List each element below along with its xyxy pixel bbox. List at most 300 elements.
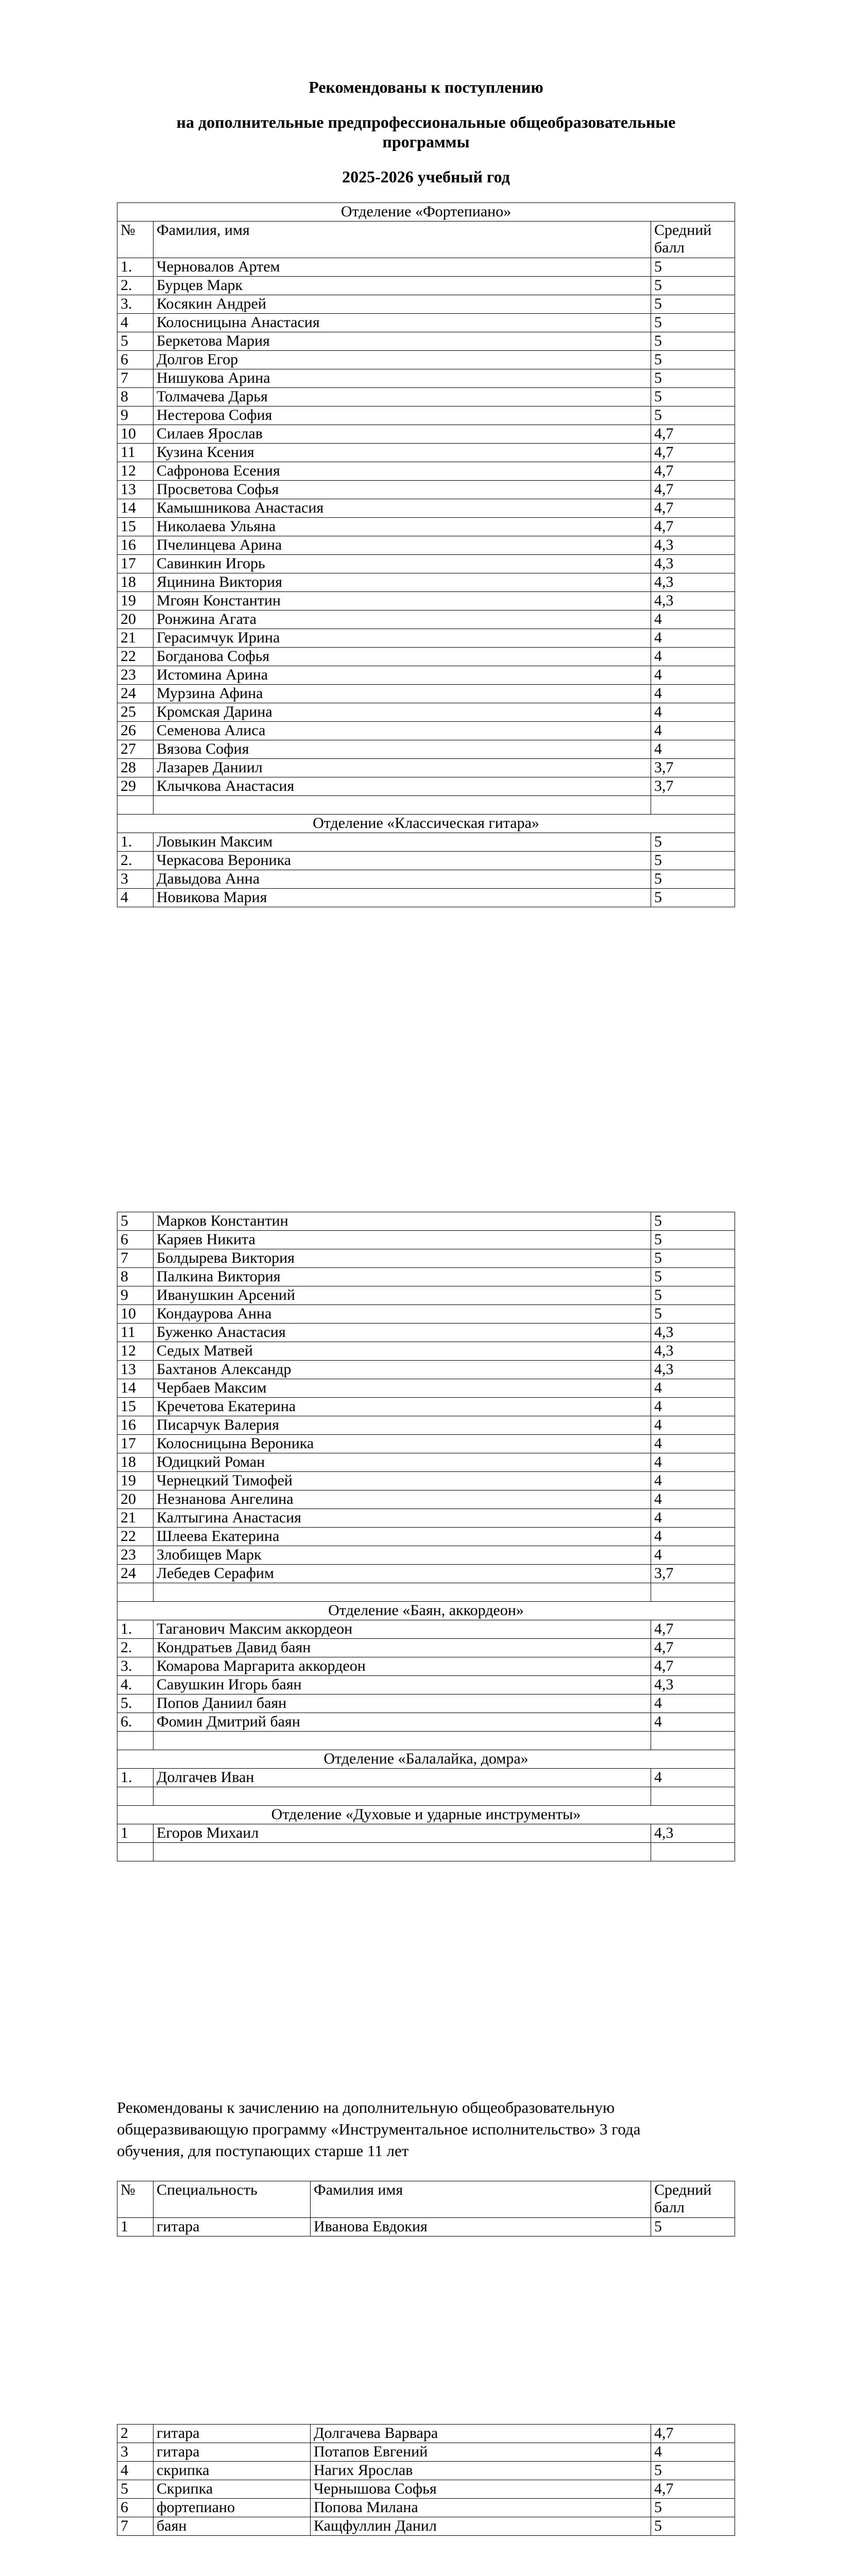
table-cell: Потапов Евгений — [311, 2443, 651, 2462]
table-cell: 21 — [117, 1509, 154, 1528]
table-cell: 3,7 — [651, 1565, 735, 1583]
table-cell: Отделение «Классическая гитара» — [117, 815, 735, 833]
table-row — [117, 1361, 735, 1379]
table-cell: 5 — [651, 369, 735, 388]
table-cell: 4 — [651, 685, 735, 703]
table-cell: 5 — [117, 2480, 154, 2499]
table-cell: 5 — [651, 406, 735, 425]
table-cell: 4 — [651, 1416, 735, 1435]
table-cell: 11 — [117, 1324, 154, 1342]
table-cell: 4,7 — [651, 444, 735, 462]
table-cell: Каряев Никита — [154, 1231, 651, 1249]
table-cell: 1. — [117, 1620, 154, 1639]
table-cell: 4,7 — [651, 518, 735, 536]
table-row — [117, 833, 735, 852]
table-cell: 11 — [117, 444, 154, 462]
table-cell: Иванова Евдокия — [311, 2218, 651, 2236]
table-row — [117, 332, 735, 351]
table-cell: 16 — [117, 536, 154, 555]
table-cell: Комарова Маргарита аккордеон — [154, 1657, 651, 1676]
table-cell: 25 — [117, 703, 154, 722]
table-cell — [651, 796, 735, 815]
table-cell: 5 — [651, 295, 735, 314]
table-cell: 4 — [651, 1453, 735, 1472]
table-row — [117, 1657, 735, 1676]
table-row — [117, 1713, 735, 1732]
table-cell: Болдырева Виктория — [154, 1249, 651, 1268]
table-cell: Истомина Арина — [154, 666, 651, 685]
table-cell: 22 — [117, 648, 154, 666]
section-header-row — [117, 1806, 735, 1824]
table-row — [117, 536, 735, 555]
table-cell: 1 — [117, 1824, 154, 1843]
table-cell: 4 — [651, 1509, 735, 1528]
table-cell: Сафронова Есения — [154, 462, 651, 481]
table-cell: 4 — [117, 889, 154, 907]
instrumental-table-part2 — [117, 2424, 735, 2536]
table-row — [117, 2443, 735, 2462]
table-cell: 7 — [117, 1249, 154, 1268]
table-row — [117, 2499, 735, 2517]
table-cell: Писарчук Валерия — [154, 1416, 651, 1435]
table-row — [117, 1416, 735, 1435]
note-line: Рекомендованы к зачислению на дополнительную общеобразовательную — [117, 2098, 615, 2116]
table-cell: 23 — [117, 666, 154, 685]
table-cell: Средний балл — [651, 2181, 735, 2218]
table-cell: 4,3 — [651, 1676, 735, 1694]
table-cell: Отделение «Духовые и ударные инструменты» — [117, 1806, 735, 1824]
table-row — [117, 703, 735, 722]
table-cell: Семенова Алиса — [154, 722, 651, 740]
table-row — [117, 592, 735, 611]
table-cell: 21 — [117, 629, 154, 648]
table-cell: 4,7 — [651, 425, 735, 444]
table-cell: 6 — [117, 1231, 154, 1249]
table-cell: Чербаев Максим — [154, 1379, 651, 1398]
table-cell: 5 — [651, 1286, 735, 1305]
table-cell: Давыдова Анна — [154, 870, 651, 889]
note-line: обучения, для поступающих старше 11 лет — [117, 2142, 409, 2160]
table-row — [117, 573, 735, 592]
table-row — [117, 629, 735, 648]
table-row — [117, 1824, 735, 1843]
table-cell: 12 — [117, 1342, 154, 1361]
table-row — [117, 1490, 735, 1509]
table-cell: 4,3 — [651, 592, 735, 611]
table-cell: Черновалов Артем — [154, 258, 651, 277]
table-cell: 4,7 — [651, 1639, 735, 1657]
table-row — [117, 499, 735, 518]
table-row — [117, 444, 735, 462]
table-cell: 4. — [117, 1676, 154, 1694]
table-cell — [154, 1583, 651, 1602]
doc-subtitle-line2: программы — [382, 132, 470, 151]
table-cell: 3. — [117, 295, 154, 314]
table-cell: 4,3 — [651, 1324, 735, 1342]
table-cell: 9 — [117, 406, 154, 425]
table-cell: 4 — [651, 1398, 735, 1416]
table-cell: 2. — [117, 1639, 154, 1657]
table-cell: 4,3 — [651, 573, 735, 592]
table-cell: 4 — [651, 703, 735, 722]
table-row — [117, 1565, 735, 1583]
table-cell: 4 — [651, 666, 735, 685]
table-cell — [117, 1843, 154, 1861]
table-cell: Черкасова Вероника — [154, 852, 651, 870]
table-cell: 4 — [651, 629, 735, 648]
table-row — [117, 518, 735, 536]
table-cell: 10 — [117, 1305, 154, 1324]
table-cell: 8 — [117, 1268, 154, 1286]
table-cell: Новикова Мария — [154, 889, 651, 907]
table-cell: 4 — [651, 1546, 735, 1565]
table-row — [117, 369, 735, 388]
table-row — [117, 870, 735, 889]
table-cell: № — [117, 2181, 154, 2218]
table-row — [117, 1676, 735, 1694]
table-cell: Чернышова Софья — [311, 2480, 651, 2499]
table-cell: 2. — [117, 277, 154, 295]
table-cell: 27 — [117, 740, 154, 759]
empty-row — [117, 1732, 735, 1750]
table-row — [117, 1694, 735, 1713]
table-cell: Долгачев Иван — [154, 1769, 651, 1787]
table-row — [117, 1620, 735, 1639]
table-cell: Долгов Егор — [154, 351, 651, 369]
table-row — [117, 777, 735, 796]
table-row — [117, 2425, 735, 2443]
table-cell: Савинкин Игорь — [154, 555, 651, 573]
table-cell: баян — [154, 2517, 311, 2536]
table-cell: 7 — [117, 2517, 154, 2536]
table-row — [117, 1769, 735, 1787]
table-cell: 5 — [117, 1212, 154, 1231]
table-cell: 20 — [117, 1490, 154, 1509]
table-cell: Иванушкин Арсений — [154, 1286, 651, 1305]
table-row — [117, 314, 735, 332]
table-cell: 15 — [117, 518, 154, 536]
table-cell: гитара — [154, 2425, 311, 2443]
section-header-row — [117, 203, 735, 222]
table-row — [117, 1324, 735, 1342]
table-cell: 9 — [117, 1286, 154, 1305]
table-cell: 2. — [117, 852, 154, 870]
table-row — [117, 1435, 735, 1453]
table-cell: 5. — [117, 1694, 154, 1713]
table-cell: 24 — [117, 1565, 154, 1583]
table-cell: 4 — [651, 740, 735, 759]
table-cell: 4 — [651, 722, 735, 740]
table-row — [117, 1342, 735, 1361]
empty-row — [117, 1583, 735, 1602]
table-cell: 4,7 — [651, 499, 735, 518]
table-cell: Шлеева Екатерина — [154, 1528, 651, 1546]
table-cell: Савушкин Игорь баян — [154, 1676, 651, 1694]
table-cell: Юдицкий Роман — [154, 1453, 651, 1472]
table-cell: 29 — [117, 777, 154, 796]
table-cell: 4 — [651, 1379, 735, 1398]
table-cell: 3. — [117, 1657, 154, 1676]
note-line: общеразвивающую программу «Инструментальное исполнительство» 3 года — [117, 2120, 641, 2138]
table-row — [117, 388, 735, 406]
table-cell: Мурзина Афина — [154, 685, 651, 703]
table-cell: 8 — [117, 388, 154, 406]
table-cell: 28 — [117, 759, 154, 777]
table-cell: Фомин Дмитрий баян — [154, 1713, 651, 1732]
empty-row — [117, 796, 735, 815]
table-cell: 4 — [651, 1694, 735, 1713]
table-cell: Кондаурова Анна — [154, 1305, 651, 1324]
table-cell: Седых Матвей — [154, 1342, 651, 1361]
table-cell: Кондратьев Давид баян — [154, 1639, 651, 1657]
table-row — [117, 1249, 735, 1268]
table-row — [117, 722, 735, 740]
table-row — [117, 425, 735, 444]
table-cell: 3,7 — [651, 777, 735, 796]
table-cell: 5 — [651, 2462, 735, 2480]
table-cell: 10 — [117, 425, 154, 444]
table-cell: 7 — [117, 369, 154, 388]
table-cell: 2 — [117, 2425, 154, 2443]
table-cell: 3 — [117, 2443, 154, 2462]
table-cell: Долгачева Варвара — [311, 2425, 651, 2443]
table-cell — [154, 1787, 651, 1806]
table-cell: 19 — [117, 1472, 154, 1490]
table-cell: Ловыкин Максим — [154, 833, 651, 852]
table-row — [117, 2517, 735, 2536]
table-row — [117, 1639, 735, 1657]
doc-title: Рекомендованы к поступлению — [309, 78, 543, 96]
table-cell: 4 — [651, 1490, 735, 1509]
table-cell: 4 — [651, 1435, 735, 1453]
table-cell: Силаев Ярослав — [154, 425, 651, 444]
table-cell: 14 — [117, 1379, 154, 1398]
table-cell: 5 — [651, 1231, 735, 1249]
table-row — [117, 295, 735, 314]
table-cell: 5 — [651, 2499, 735, 2517]
table-cell: Кромская Дарина — [154, 703, 651, 722]
table-cell: Кузина Ксения — [154, 444, 651, 462]
table-cell: 1. — [117, 258, 154, 277]
table-cell: 4,7 — [651, 481, 735, 499]
table-cell: 26 — [117, 722, 154, 740]
admission-table-part1 — [117, 202, 735, 907]
table-cell: скрипка — [154, 2462, 311, 2480]
table-cell: 17 — [117, 1435, 154, 1453]
table-cell: Яцинина Виктория — [154, 573, 651, 592]
table-cell — [117, 796, 154, 815]
table-cell: Буженко Анастасия — [154, 1324, 651, 1342]
table-row — [117, 2462, 735, 2480]
table-cell: 4,3 — [651, 1824, 735, 1843]
table-cell: 4,7 — [651, 2425, 735, 2443]
table-cell: 5 — [651, 2218, 735, 2236]
academic-year: 2025-2026 учебный год — [342, 167, 510, 186]
instrumental-table-part1 — [117, 2181, 735, 2236]
table-cell: 19 — [117, 592, 154, 611]
table-cell: 5 — [651, 332, 735, 351]
table-row — [117, 1212, 735, 1231]
table-cell: 3,7 — [651, 759, 735, 777]
table-cell: Отделение «Баян, аккордеон» — [117, 1602, 735, 1620]
section-header-row — [117, 1602, 735, 1620]
table-cell: 6 — [117, 2499, 154, 2517]
table-cell: Колосницына Вероника — [154, 1435, 651, 1453]
table-cell: Толмачева Дарья — [154, 388, 651, 406]
table-row — [117, 555, 735, 573]
table-row — [117, 1398, 735, 1416]
table-cell: 3 — [117, 870, 154, 889]
table-cell: Вязова София — [154, 740, 651, 759]
table-cell: 4,7 — [651, 1657, 735, 1676]
table-cell: Богданова Софья — [154, 648, 651, 666]
empty-row — [117, 1787, 735, 1806]
table-cell: 16 — [117, 1416, 154, 1435]
table-cell: 13 — [117, 1361, 154, 1379]
table-cell: 4 — [117, 314, 154, 332]
table-cell: Кречетова Екатерина — [154, 1398, 651, 1416]
table-cell: Егоров Михаил — [154, 1824, 651, 1843]
section-header-row — [117, 815, 735, 833]
section-header-row — [117, 1750, 735, 1769]
table-cell: 6 — [117, 351, 154, 369]
table-cell: Ронжина Агата — [154, 611, 651, 629]
table-cell: 5 — [651, 2517, 735, 2536]
table-cell: 13 — [117, 481, 154, 499]
table-cell: 5 — [117, 332, 154, 351]
doc-subtitle-line1: на дополнительные предпрофессиональные общеобразовательные — [176, 113, 676, 131]
table-cell: Палкина Виктория — [154, 1268, 651, 1286]
table-row — [117, 1528, 735, 1546]
table-cell: Злобищев Марк — [154, 1546, 651, 1565]
table-cell — [117, 1732, 154, 1750]
table-row — [117, 852, 735, 870]
table-cell: 23 — [117, 1546, 154, 1565]
table-cell — [117, 1787, 154, 1806]
table-cell: Косякин Андрей — [154, 295, 651, 314]
table-cell: Кащфуллин Данил — [311, 2517, 651, 2536]
table-cell: фортепиано — [154, 2499, 311, 2517]
table-cell: Калтыгина Анастасия — [154, 1509, 651, 1528]
column-header-row — [117, 222, 735, 258]
table-cell: Нагих Ярослав — [311, 2462, 651, 2480]
table-row — [117, 1268, 735, 1286]
table-row — [117, 2480, 735, 2499]
table-cell: 5 — [651, 351, 735, 369]
table-cell: 4 — [651, 2443, 735, 2462]
table-cell: 5 — [651, 852, 735, 870]
table-cell: Скрипка — [154, 2480, 311, 2499]
table-cell — [154, 1732, 651, 1750]
table-cell: 14 — [117, 499, 154, 518]
table-cell: 5 — [651, 388, 735, 406]
table-cell: Марков Константин — [154, 1212, 651, 1231]
table-cell: 17 — [117, 555, 154, 573]
table-cell: 5 — [651, 314, 735, 332]
table-row — [117, 351, 735, 369]
admission-table-part2 — [117, 1212, 735, 1861]
table-row — [117, 1546, 735, 1565]
table-cell — [651, 1787, 735, 1806]
table-cell: Мгоян Константин — [154, 592, 651, 611]
table-cell: Бахтанов Александр — [154, 1361, 651, 1379]
instrumental-program-note — [117, 2097, 640, 2162]
table-cell — [154, 1843, 651, 1861]
table-cell: 20 — [117, 611, 154, 629]
table-cell: Отделение «Балалайка, домра» — [117, 1750, 735, 1769]
table-cell: Бурцев Марк — [154, 277, 651, 295]
table-cell: 18 — [117, 573, 154, 592]
table-cell: 5 — [651, 833, 735, 852]
table-row — [117, 258, 735, 277]
table-cell: 24 — [117, 685, 154, 703]
table-cell: 4,3 — [651, 1361, 735, 1379]
table-cell: Герасимчук Ирина — [154, 629, 651, 648]
table-row — [117, 481, 735, 499]
table-row — [117, 1231, 735, 1249]
table-cell: гитара — [154, 2218, 311, 2236]
table-cell: 12 — [117, 462, 154, 481]
table-cell: 5 — [651, 1305, 735, 1324]
table-cell: 1. — [117, 1769, 154, 1787]
table-cell: гитара — [154, 2443, 311, 2462]
column-header-row — [117, 2181, 735, 2218]
table-row — [117, 277, 735, 295]
table-cell: 5 — [651, 1212, 735, 1231]
table-cell: Фамилия, имя — [154, 222, 651, 258]
empty-row — [117, 1843, 735, 1861]
table-cell: Нестерова София — [154, 406, 651, 425]
table-cell: Фамилия имя — [311, 2181, 651, 2218]
table-row — [117, 1472, 735, 1490]
table-cell: 4,7 — [651, 2480, 735, 2499]
table-cell: 5 — [651, 889, 735, 907]
table-cell: Нишукова Арина — [154, 369, 651, 388]
table-cell: 22 — [117, 1528, 154, 1546]
table-cell: Средний балл — [651, 222, 735, 258]
table-cell — [651, 1583, 735, 1602]
table-cell: Беркетова Мария — [154, 332, 651, 351]
table-row — [117, 648, 735, 666]
table-cell: 5 — [651, 258, 735, 277]
table-cell: Чернецкий Тимофей — [154, 1472, 651, 1490]
table-row — [117, 685, 735, 703]
table-cell: 5 — [651, 1268, 735, 1286]
table-row — [117, 666, 735, 685]
table-cell: Пчелинцева Арина — [154, 536, 651, 555]
table-cell: Таганович Максим аккордеон — [154, 1620, 651, 1639]
table-cell: 18 — [117, 1453, 154, 1472]
table-cell: Лазарев Даниил — [154, 759, 651, 777]
table-row — [117, 1286, 735, 1305]
table-cell: 4 — [651, 611, 735, 629]
table-cell: Просветова Софья — [154, 481, 651, 499]
table-row — [117, 889, 735, 907]
table-cell: 15 — [117, 1398, 154, 1416]
table-cell: Николаева Ульяна — [154, 518, 651, 536]
table-cell: 4 — [651, 1528, 735, 1546]
table-cell: Незнанова Ангелина — [154, 1490, 651, 1509]
table-row — [117, 1509, 735, 1528]
table-cell: 4,3 — [651, 536, 735, 555]
table-row — [117, 406, 735, 425]
table-cell: 4 — [651, 1769, 735, 1787]
table-cell: 5 — [651, 277, 735, 295]
table-cell — [154, 796, 651, 815]
table-cell: 5 — [651, 1249, 735, 1268]
table-cell: Специальность — [154, 2181, 311, 2218]
table-cell: Лебедев Серафим — [154, 1565, 651, 1583]
